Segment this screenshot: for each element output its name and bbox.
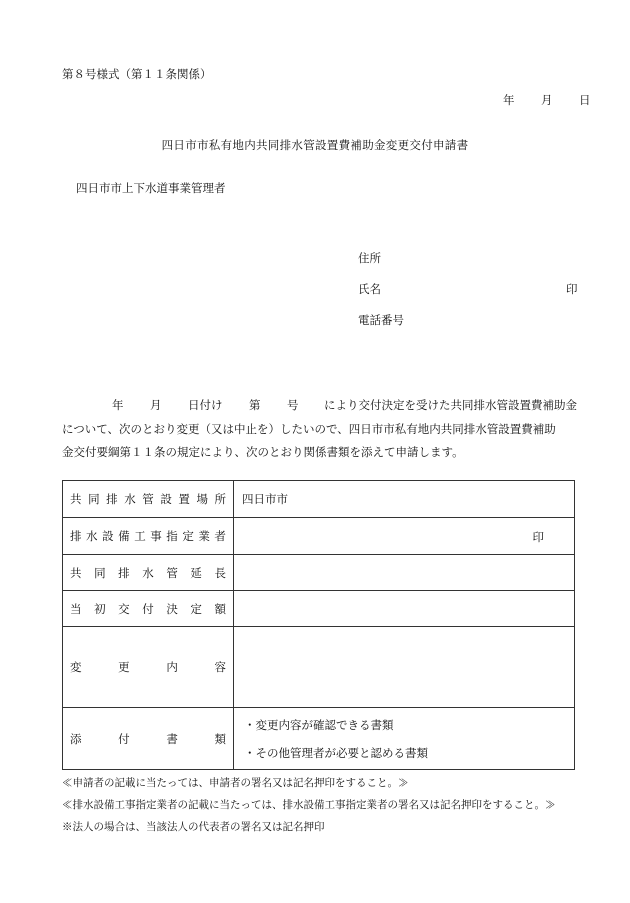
attachment-item: ・変更内容が確認できる書類 [244,717,394,732]
applicant-phone-label: 電話番号 [358,313,404,327]
table-row [63,518,575,555]
initial-amount-label-cell [63,591,234,627]
body-number-prefix: 第 [249,398,261,412]
initial-amount-value [234,591,575,627]
body-year: 年 [112,398,124,412]
initial-amount-label: 当 初 交 付 決 定 額 [70,601,226,616]
table-row [63,627,575,708]
location-label: 共 同 排 水 管 設 置 場 所 [70,492,226,506]
length-label-cell [63,555,234,591]
body-number-suffix: 号 [287,398,299,412]
contractor-label-cell [63,518,234,555]
body-line-1-text: により交付決定を受けた共同排水管設置費補助金 [324,398,577,412]
document-title: 四日市市私有地内共同排水管設置費補助金変更交付申請書 [161,138,469,152]
date-year-label: 年 [503,93,515,107]
length-label: 共 同 排 水 管 延 長 [70,565,226,580]
contractor-label: 排 水 設 備 工 事 指 定 業 者 [70,529,226,543]
applicant-name-label: 氏名 [358,282,381,296]
date-day-label: 日 [579,93,591,107]
application-table [62,480,575,770]
attachment-item: ・その他管理者が必要と認める書類 [244,745,428,760]
table-row [63,591,575,627]
table-row [63,708,575,770]
body-month: 月 [150,398,162,412]
change-value [234,627,575,708]
location-value: 四日市市 [234,481,575,518]
table-row [63,555,575,591]
body-day-dated: 日付け [188,398,223,412]
applicant-address-label: 住所 [358,251,381,265]
applicant-seal-mark: 印 [566,282,578,296]
body-line-2: について、次のとおり変更（又は中止を）したいので、四日市市私有地内共同排水管設置費補助 [62,422,556,436]
attachments-value [234,708,575,770]
form-number-label: 第８号様式（第１１条関係） [62,67,212,81]
note-corporation: ※法人の場合は、当該法人の代表者の署名又は記名押印 [62,821,325,833]
addressee: 四日市市上下水道事業管理者 [76,181,226,195]
body-line-1 [62,397,592,413]
change-label-cell [63,627,234,708]
table-row [63,481,575,518]
contractor-value [234,518,575,555]
body-line-3: 金交付要綱第１１条の規定により、次のとおり関係書類を添えて申請します。 [62,445,464,459]
note-applicant: ≪申請者の記載に当たっては、申請者の署名又は記名押印をすること。≫ [62,777,409,789]
contractor-seal-mark: 印 [532,530,544,544]
attachments-label: 添 付 書 類 [70,731,226,746]
date-month-label: 月 [541,93,553,107]
note-contractor: ≪排水設備工事指定業者の記載に当たっては、排水設備工事指定業者の署名又は記名押印をすること。≫ [62,799,556,811]
attachments-label-cell [63,708,234,770]
change-label: 変 更 内 容 [70,660,226,674]
length-value [234,555,575,591]
location-label-cell [63,481,234,518]
